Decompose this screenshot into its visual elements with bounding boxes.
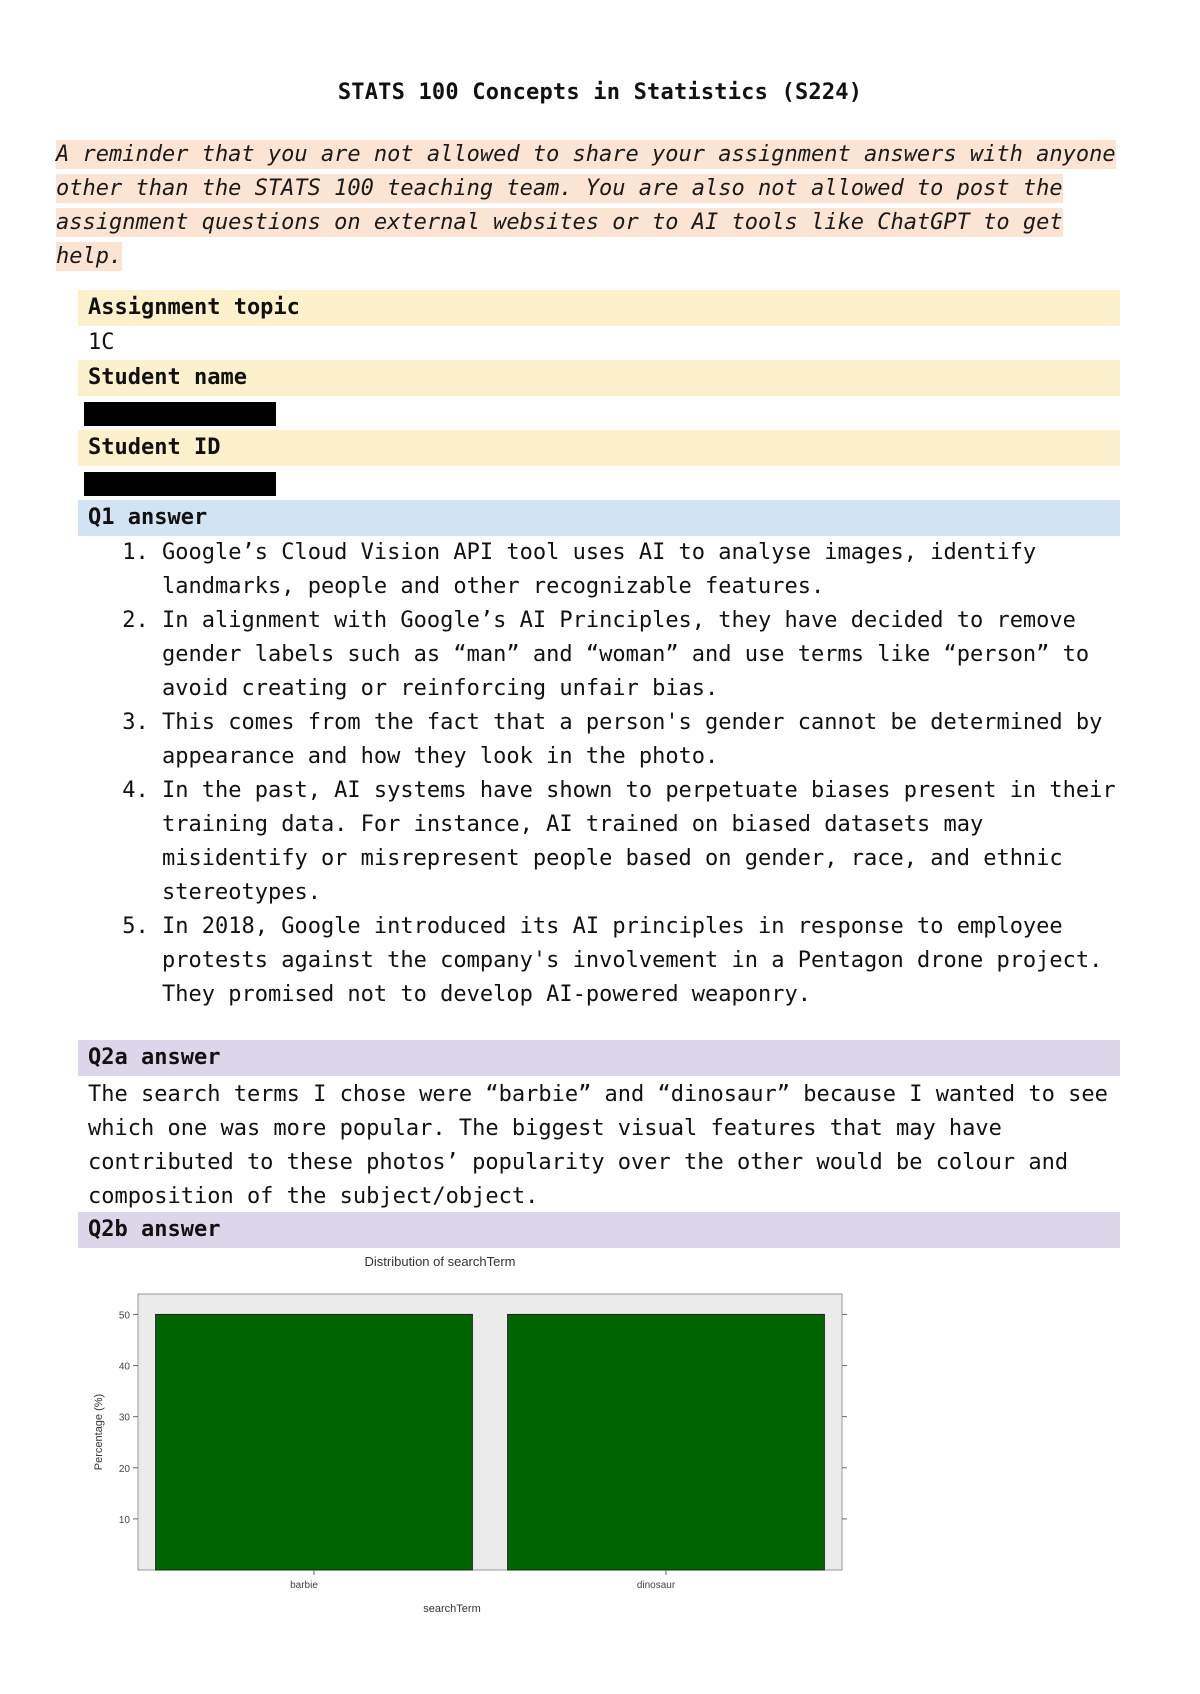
x-axis-label: searchTerm (423, 1603, 481, 1615)
q2a-answer-text: The search terms I chose were “barbie” and “dinosaur” because I wanted to see which one was more popular. The biggest visual features that may have contributed to these photos’ popularity over the other would be colour and composition of the subject/object. (88, 1082, 1108, 1209)
list-item: 1. Google’s Cloud Vision API tool uses AI to analyse images, identify landmarks, people and other recognizable features. (162, 536, 1120, 604)
list-item: 4. In the past, AI systems have shown to perpetuate biases present in their training data. For instance, AI trained on biased datasets may misidentify or misrepresent people based on gender, race, and ethnic stereotypes. (162, 774, 1120, 910)
student-name-label: Student name (78, 360, 1120, 396)
x-tick-label: dinosaur (636, 1580, 676, 1591)
bar-barbie (156, 1314, 473, 1570)
assignment-topic-label: Assignment topic (78, 290, 1120, 326)
y-tick-label: 40 (118, 1361, 130, 1373)
student-id-label: Student ID (78, 430, 1120, 466)
y-axis-label: Percentage (%) (93, 1393, 105, 1471)
y-tick-label: 50 (118, 1310, 130, 1322)
list-item: 3. This comes from the fact that a person's gender cannot be determined by appearance and how they look in the photo. (162, 706, 1120, 774)
q2b-answer-label: Q2b answer (78, 1212, 1120, 1248)
list-item: 2. In alignment with Google’s AI Principles, they have decided to remove gender labels such as “man” and “woman” and use terms like “person” to avoid creating or reinforcing unfair bias. (162, 604, 1120, 706)
chart-title: Distribution of searchTerm (364, 1254, 516, 1269)
list-item: 5. In 2018, Google introduced its AI principles in response to employee protests against the company's involvement in a Pentagon drone project. They promised not to develop AI-powered weaponry. (162, 910, 1120, 1012)
y-tick-label: 10 (118, 1514, 130, 1526)
x-tick-label: barbie (290, 1580, 318, 1591)
student-name-redaction (84, 402, 276, 426)
q1-answer-list (120, 536, 1120, 1012)
reminder-notice (56, 138, 1136, 274)
q2a-answer-label: Q2a answer (78, 1040, 1120, 1076)
assignment-topic-value: 1C (88, 330, 115, 355)
bar-dinosaur (508, 1314, 825, 1570)
student-id-redaction (84, 472, 276, 496)
y-tick-label: 20 (118, 1463, 130, 1475)
q1-answer-label: Q1 answer (78, 500, 1120, 536)
y-tick-label: 30 (118, 1412, 130, 1424)
reminder-text: A reminder that you are not allowed to share your assignment answers with anyone other than the STATS 100 teaching team. You are also not allowed to post the assignment questions on external websites or to AI tools like ChatGPT to get help. (56, 142, 1116, 269)
bar-chart (80, 1250, 860, 1670)
page-title: STATS 100 Concepts in Statistics (S224) (337, 80, 863, 105)
